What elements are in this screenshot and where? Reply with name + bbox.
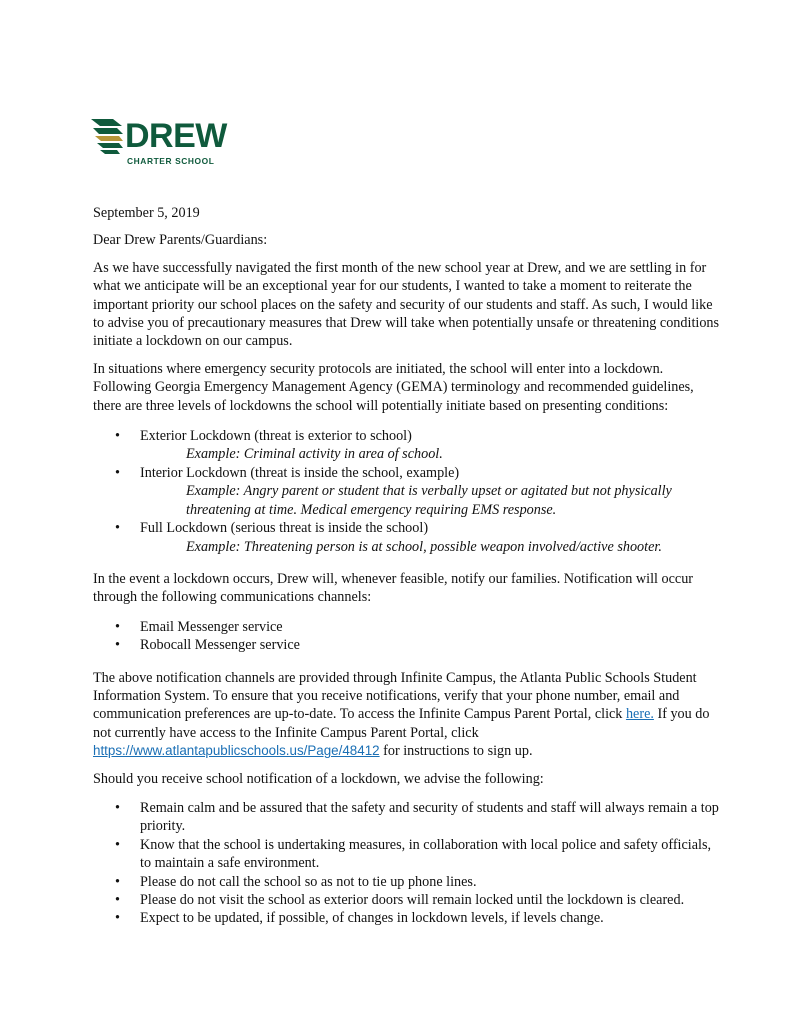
notification-paragraph: In the event a lockdown occurs, Drew will, whenever feasible, notify our families. Notification will occur through the following communications channels: [93, 570, 694, 606]
situations-paragraph: In situations where emergency security protocols are initiated, the school will enter into a lockdown. Following Georgia Emergency Management Agency (GEMA) terminology and recommended guidelines, there are three levels of lockdowns the school will potentially initiate based on presenting conditions: [93, 360, 694, 414]
advice-item [93, 909, 723, 927]
sign-up-instructions-link[interactable]: https://www.atlantapublicschools.us/Page/48412 [93, 743, 380, 759]
salutation: Dear Drew Parents/Guardians: [93, 232, 268, 249]
bullet-icon: • [115, 799, 120, 816]
lockdown-levels-list [93, 427, 723, 556]
channel-item [93, 618, 723, 636]
advice-text: Please do not call the school so as not to tie up phone lines. [140, 873, 477, 890]
parent-portal-here-link[interactable]: here. [625, 706, 654, 723]
wing-stripes-icon [91, 118, 125, 156]
channel-label: Robocall Messenger service [140, 637, 300, 654]
advice-text: Please do not visit the school as exterior doors will remain locked until the lockdown is cleared. [140, 892, 685, 908]
advice-text: Know that the school is undertaking measures, in collaboration with local police and safety officials, to maintain a safe environment. [140, 836, 712, 872]
lockdown-level-item [93, 427, 723, 464]
lockdown-level-item [93, 464, 723, 519]
channel-item [93, 636, 723, 654]
lockdown-level-example: Example: Angry parent or student that is verbally upset or agitated but not physically threatening at time. Medical emergency requiring EMS response. [186, 483, 672, 518]
advice-text: Expect to be updated, if possible, of changes in lockdown levels, if levels change. [140, 910, 604, 927]
intro-paragraph: As we have successfully navigated the first month of the new school year at Drew, and we are settling in for what we anticipate will be an exceptional year for our students, I wanted to take a moment to reiterate the important priority our school places on the safety and security of our students and staff. As such, I would like to advise you of precautionary measures that Drew will take when potentially unsafe or threatening conditions initiate a lockdown on our campus. [93, 259, 720, 350]
advice-text: Remain calm and be assured that the safety and security of students and staff will always remain a top priority. [140, 799, 719, 835]
bullet-icon: • [115, 520, 120, 537]
lockdown-level-example: Example: Threatening person is at school, possible weapon involved/active shooter. [186, 538, 662, 555]
lockdown-level-label: Full Lockdown (serious threat is inside the school) [140, 520, 429, 537]
drew-charter-school-logo [91, 118, 231, 170]
logo-wordmark: DREW [125, 117, 227, 155]
infinite-campus-paragraph [93, 669, 723, 761]
channels-list [93, 618, 723, 655]
bullet-icon: • [115, 836, 120, 853]
bullet-icon: • [115, 873, 120, 890]
lockdown-level-label: Interior Lockdown (threat is inside the school, example) [140, 464, 460, 481]
bullet-icon: • [115, 428, 120, 445]
infinite-campus-text-after: for instructions to sign up. [379, 743, 533, 760]
letter-date: September 5, 2019 [93, 205, 200, 221]
lockdown-level-item [93, 519, 723, 556]
infinite-campus-text: The above notification channels are provided through Infinite Campus, the Atlanta Public Schools Student Information System. To ensure that you receive notifications, verify that your phone number, email and communication preferences are up-to-date. To access the Infinite Campus Parent Portal, click [93, 669, 697, 723]
infinite-campus-text-middle: If you do not currently have access to the Infinite Campus Parent Portal, click [93, 706, 710, 741]
letter-body [93, 204, 723, 938]
advice-item [93, 799, 723, 836]
advice-item [93, 836, 723, 873]
lockdown-level-label: Exterior Lockdown (threat is exterior to school) [140, 428, 412, 445]
logo-subtitle: CHARTER SCHOOL [127, 156, 215, 166]
channel-label: Email Messenger service [140, 618, 283, 635]
bullet-icon: • [115, 464, 120, 481]
advice-list [93, 799, 723, 928]
lockdown-level-example: Example: Criminal activity in area of school. [186, 446, 443, 463]
bullet-icon: • [115, 618, 120, 635]
bullet-icon: • [115, 910, 120, 927]
advice-item [93, 873, 723, 891]
advice-intro: Should you receive school notification of a lockdown, we advise the following: [93, 770, 544, 787]
bullet-icon: • [115, 637, 120, 654]
bullet-icon: • [115, 892, 120, 908]
advice-item [93, 891, 723, 909]
